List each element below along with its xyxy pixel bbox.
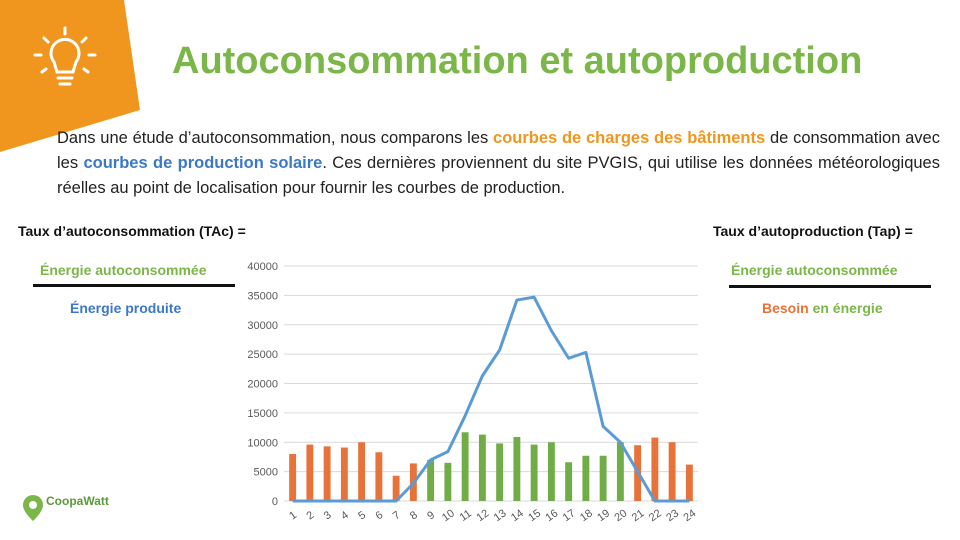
- x-tick-label: 7: [390, 509, 403, 523]
- slide-title: Autoconsommation et autoproduction: [172, 40, 863, 82]
- bar-4: [341, 448, 348, 501]
- bar-1: [289, 454, 296, 501]
- intro-text-3: . Ces dernières proviennent du site PVGIS, qui utilise les données météorologiques réelles au point de localisation pour fournir les courbes de production.: [57, 154, 940, 197]
- x-tick-label: 12: [474, 507, 492, 525]
- logo-text: CoopaWatt: [46, 494, 109, 508]
- tap-den-energie: énergie: [828, 300, 883, 316]
- bar-9: [427, 460, 434, 501]
- bar-19: [600, 456, 607, 501]
- x-tick-label: 8: [407, 509, 420, 523]
- bar-18: [582, 456, 589, 501]
- y-tick-label: 40000: [247, 261, 278, 273]
- y-tick-label: 15000: [247, 407, 278, 420]
- x-tick-label: 14: [508, 507, 526, 525]
- x-tick-label: 2: [304, 509, 317, 523]
- x-tick-label: 1: [287, 509, 300, 523]
- x-tick-label: 21: [629, 507, 647, 525]
- bar-3: [324, 446, 331, 501]
- intro-paragraph: [57, 126, 940, 201]
- tac-denominator: [70, 300, 181, 316]
- tap-numerator: Énergie autoconsommée: [731, 262, 898, 278]
- bar-16: [548, 442, 555, 501]
- x-tick-label: 16: [543, 507, 561, 525]
- x-tick-label: 4: [338, 509, 351, 523]
- tac-denominator-initial: É: [70, 300, 80, 316]
- x-tick-label: 23: [664, 507, 682, 525]
- y-tick-label: 0: [271, 496, 278, 508]
- y-tick-label: 10000: [247, 437, 278, 450]
- y-tick-label: 5000: [253, 466, 278, 479]
- bar-10: [444, 463, 451, 501]
- x-tick-label: 22: [646, 507, 664, 525]
- x-tick-label: 24: [681, 507, 699, 525]
- x-tick-label: 10: [439, 507, 457, 525]
- bar-15: [531, 445, 538, 501]
- intro-text-1: Dans une étude d’autoconsommation, nous comparons les: [57, 129, 494, 147]
- x-tick-label: 18: [577, 507, 595, 525]
- bar-20: [617, 442, 624, 501]
- intro-highlight-charges: courbes de charges des bâtiments: [493, 129, 766, 147]
- x-tick-label: 5: [356, 509, 369, 523]
- x-tick-label: 13: [491, 507, 509, 525]
- tap-den-besoin: Besoin: [762, 300, 813, 316]
- tac-fraction-line: [33, 284, 235, 287]
- bar-6: [375, 452, 382, 501]
- y-tick-label: 35000: [247, 290, 278, 303]
- intro-text-2: de consommation avec les: [57, 129, 940, 172]
- tac-formula-title: Taux d’autoconsommation (TAc) =: [18, 223, 246, 239]
- bar-5: [358, 442, 365, 501]
- bar-24: [686, 465, 693, 501]
- x-tick-label: 6: [373, 509, 386, 523]
- bar-23: [669, 442, 676, 501]
- tac-denominator-rest: nergie produite: [79, 300, 182, 316]
- bar-14: [513, 437, 520, 501]
- y-tick-label: 25000: [247, 349, 278, 362]
- x-tick-label: 17: [560, 507, 578, 525]
- tac-numerator: Énergie autoconsommée: [40, 262, 207, 278]
- y-tick-label: 20000: [247, 378, 278, 391]
- tap-den-en: en: [812, 300, 829, 316]
- bar-13: [496, 443, 503, 501]
- intro-highlight-production: courbes de production solaire: [83, 154, 323, 172]
- coopawatt-logo: [22, 494, 112, 524]
- tap-formula-title: Taux d’autoproduction (Tap) =: [713, 223, 913, 239]
- bar-2: [306, 445, 313, 501]
- x-tick-label: 19: [595, 507, 613, 525]
- y-tick-label: 30000: [247, 319, 278, 332]
- x-tick-label: 11: [457, 507, 474, 525]
- bar-17: [565, 462, 572, 501]
- tap-denominator: [762, 300, 883, 316]
- x-tick-label: 9: [425, 509, 438, 523]
- logo-pin-icon: [22, 494, 44, 522]
- production-line: [293, 297, 690, 501]
- x-tick-label: 3: [321, 509, 334, 523]
- bar-12: [479, 435, 486, 501]
- hourly-energy-chart: [236, 258, 706, 538]
- x-tick-label: 20: [612, 507, 630, 525]
- tap-fraction-line: [729, 285, 931, 288]
- bar-22: [651, 438, 658, 501]
- bar-11: [462, 432, 469, 501]
- x-tick-label: 15: [526, 507, 544, 525]
